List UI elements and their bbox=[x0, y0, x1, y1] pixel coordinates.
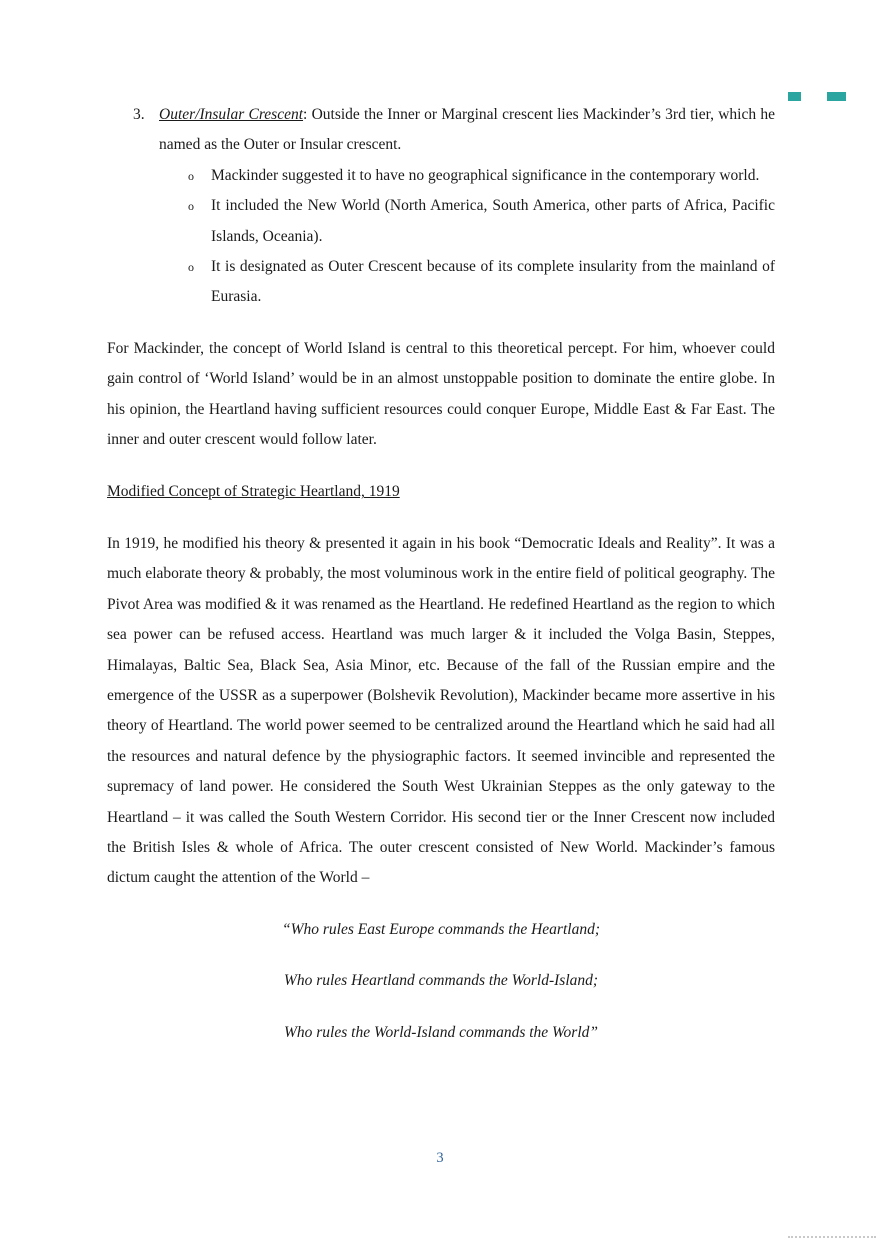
list-item-text bbox=[159, 100, 775, 161]
list-item-number: 3. bbox=[133, 106, 145, 123]
bullet-text: It is designated as Outer Crescent because of its complete insularity from the mainland of Eurasia. bbox=[211, 258, 775, 306]
bullet-marker: o bbox=[188, 199, 194, 214]
list-item bbox=[107, 252, 775, 313]
page-content bbox=[107, 100, 775, 1048]
highlight-mark-icon bbox=[827, 92, 846, 101]
dictum-quote-line: “Who rules East Europe commands the Heartland; bbox=[281, 920, 600, 938]
sub-bullet-list bbox=[107, 161, 775, 313]
list-item-term: Outer/Insular Crescent bbox=[159, 106, 304, 123]
bullet-marker: o bbox=[188, 168, 194, 183]
bullet-text: It included the New World (North America, South America, other parts of Africa, Pacific Islands, Oceania). bbox=[211, 197, 775, 245]
dictum-quote-line: Who rules the World-Island commands the World” bbox=[283, 1023, 599, 1041]
paragraph-world-island: For Mackinder, the concept of World Island is central to this theoretical percept. For him, whoever could gain control of ‘World Island’ would be in an almost unstoppable position to dominate the entire globe. In his opinion, the Heartland having sufficient resources could conquer Europe, Middle East & Far East. The inner and outer crescent would follow later. bbox=[107, 339, 775, 449]
page-number: 3 bbox=[436, 1150, 444, 1166]
dictum-quote-line: Who rules Heartland commands the World-Island; bbox=[283, 972, 599, 990]
section-heading: Modified Concept of Strategic Heartland, 1919 bbox=[107, 483, 400, 501]
bullet-text: Mackinder suggested it to have no geographical significance in the contemporary world. bbox=[211, 166, 760, 184]
list-item-rest: : Outside the Inner or Marginal crescent lies Mackinder’s 3rd tier, which he named as the Outer or Insular crescent. bbox=[159, 106, 775, 154]
list-item bbox=[107, 161, 775, 191]
numbered-list-item bbox=[107, 100, 775, 161]
paragraph-modified-heartland: In 1919, he modified his theory & presented it again in his book “Democratic Ideals and Reality”. It was a much elaborate theory & probably, the most voluminous work in the entire field of political geography. The Pivot Area was modified & it was renamed as the Heartland. He redefined Heartland as the region to which sea power can be refused access. Heartland was much larger & it included the Volga Basin, Steppes, Himalayas, Baltic Sea, Black Sea, Asia Minor, etc. Because of the fall of the Russian empire and the emergence of the USSR as a superpower (Bolshevik Revolution), Mackinder became more assertive in his theory of Heartland. The world power seemed to be centralized around the Heartland which he said had all the resources and natural defence by the physiographic factors. It seemed invincible and represented the supremacy of land power. He considered the South West Ukrainian Steppes as the only gateway to the Heartland – it was called the South Western Corridor. His second tier or the Inner Crescent now included the British Isles & whole of Africa. The outer crescent consisted of New World. Mackinder’s famous dictum caught the attention of the World – bbox=[107, 534, 775, 887]
highlight-mark-icon bbox=[788, 92, 801, 101]
list-item bbox=[107, 191, 775, 252]
footer-dashed-line bbox=[788, 1236, 876, 1238]
bullet-marker: o bbox=[188, 260, 194, 275]
